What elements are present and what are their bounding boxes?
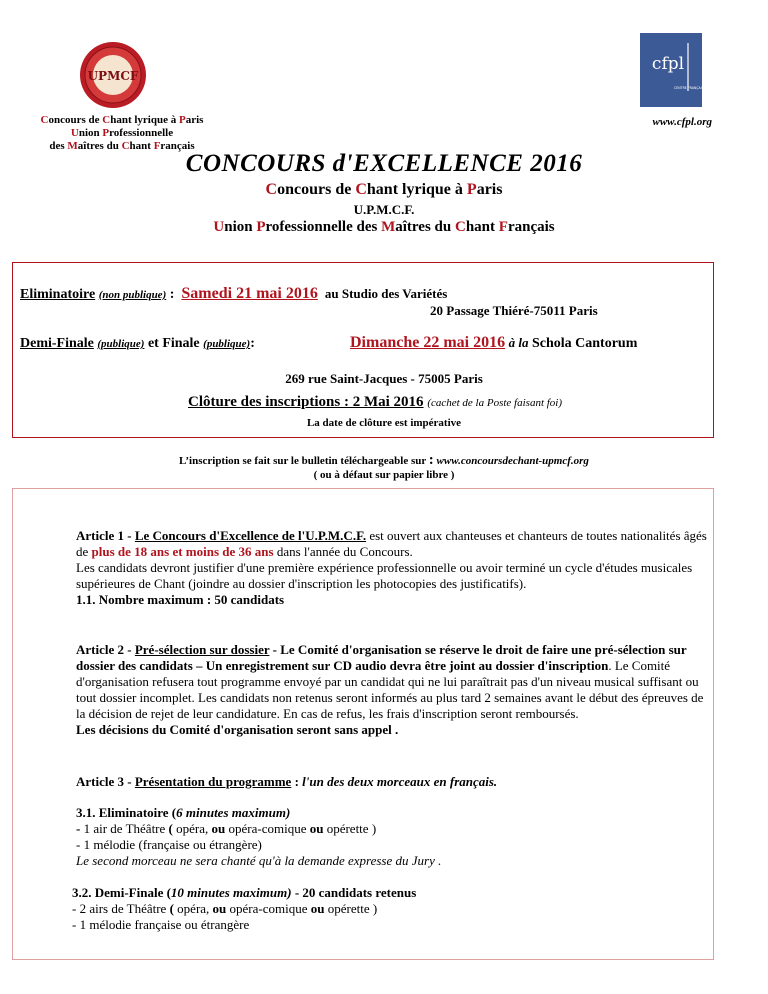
inscription-url-link[interactable]: www.concoursdechant-upmcf.org	[433, 455, 589, 467]
article-1: Article 1 - Le Concours d'Excellence de l'U.P.M.C.F. est ouvert aux chanteuses et chanteurs de toutes nationalités âgés de plus de 18 ans et moins de 36 ans dans l'année du Concours. Les candidats devront justifier d'une première expérience professionnelle ou avoir terminé un cycle d'études musicales supérieures de Chant (joindre au dossier d'inscription les photocopies des justificatifs). 1.1. Nombre maximum : 50 candidats	[76, 528, 707, 607]
cfpl-url-link[interactable]: www.cfpl.org	[652, 116, 712, 128]
seal-text: UPMCF	[87, 69, 139, 83]
eliminatoire-line: Eliminatoire (non publique) : Samedi 21 mai 2016 au Studio des Variétés	[20, 285, 448, 302]
eliminatoire-date: Samedi 21 mai 2016	[181, 285, 318, 302]
finale-address: 269 rue Saint-Jacques - 75005 Paris	[285, 371, 483, 386]
closing-imperative: La date de clôture est impérative	[306, 417, 462, 429]
finale-date: Dimanche 22 mai 2016	[350, 334, 506, 351]
eliminatoire-address: 20 Passage Thiéré-75011 Paris	[430, 303, 598, 318]
cfpl-logo	[640, 33, 745, 107]
article-3: Article 3 - Présentation du programme : l'un des deux morceaux en français.	[76, 774, 498, 789]
cfpl-logo-text: cfpl	[651, 54, 685, 74]
org-line-3: des Maîtres du Chant Français	[49, 140, 195, 152]
article-2: Article 2 - Pré-sélection sur dossier - Le Comité d'organisation se réserve le droit de faire une pré-sélection sur dossier des candidats – Un enregistrement sur CD audio devra être joint au dossier d'inscription. Le Comité d'organisation refusera tout programme envoyé par un candidat qui ne lui paraîtrait pas d'un niveau musical suffisant ou tout dossier incomplet. Les candidats non retenus seront informés au plus tard 2 semaines avant le début des épreuves de la décision de rejet de leur candidature. En cas de refus, les frais d'inscription seront remboursés. Les décisions du Comité d'organisation seront sans appel .	[76, 642, 704, 737]
org-line-1: Concours de Chant lyrique à Paris	[40, 114, 204, 126]
section-3-1: 3.1. Eliminatoire (6 minutes maximum) - 1 air de Théâtre ( opéra, ou opéra-comique ou opérette ) - 1 mélodie (française ou étrangère) Le second morceau ne sera chanté qu'à la demande expresse du Jury .	[76, 805, 442, 868]
cfpl-logo-subtext: CENTRE FRANÇAIS DE PROMOTION LYRIQUE	[674, 86, 745, 90]
organisation-name	[14, 114, 230, 153]
subtitle-concours: Concours de Chant lyrique à Paris	[265, 181, 503, 198]
inscription-line-2: ( ou à défaut sur papier libre )	[313, 469, 455, 481]
subtitle-union: Union Professionnelle des Maîtres du Chant Français	[213, 219, 555, 235]
inscription-info	[0, 453, 768, 482]
page-title: CONCOURS d'EXCELLENCE 2016	[185, 150, 583, 177]
subtitle-acronym: U.P.M.C.F.	[353, 202, 415, 217]
closing-date: Clôture des inscriptions : 2 Mai 2016 (cachet de la Poste faisant foi)	[188, 394, 563, 410]
finale-date-line: Dimanche 22 mai 2016 à la Schola Cantorum	[350, 334, 638, 351]
finale-line: Demi-Finale (publique) et Finale (publique):	[20, 336, 255, 351]
org-line-2: Union Professionnelle	[70, 127, 174, 139]
upmcf-seal-logo	[78, 40, 148, 110]
section-3-2: 3.2. Demi-Finale (10 minutes maximum) - 20 candidats retenus - 2 airs de Théâtre ( opéra, ou opéra-comique ou opérette ) - 1 mélodie française ou étrangère	[72, 885, 417, 932]
inscription-line-1: L’inscription se fait sur le bulletin téléchargeable sur : www.concoursdechant-upmcf.org	[179, 452, 589, 468]
